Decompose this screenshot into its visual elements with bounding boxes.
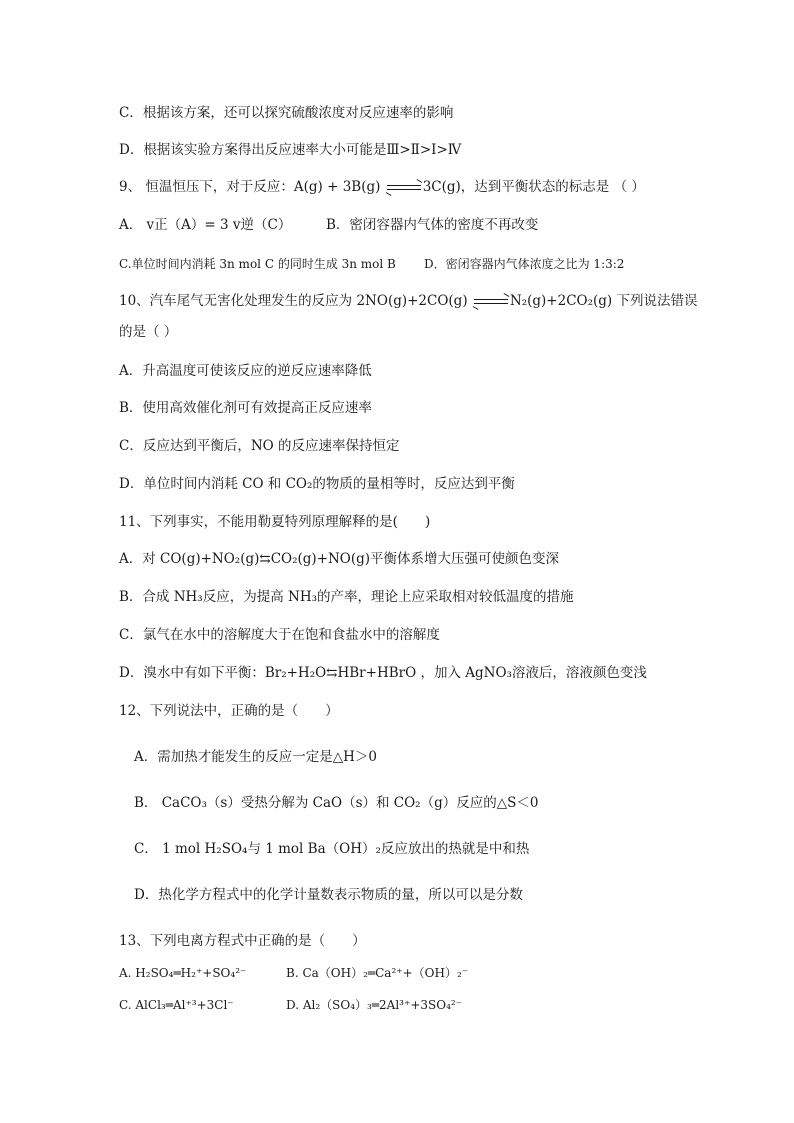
q12-option-d: D．热化学方程式中的化学计量数表示物质的量，所以可以是分数 — [134, 887, 523, 903]
q9-stem — [119, 178, 645, 196]
q9-option-d: D．密闭容器内气体浓度之比为 1:3:2 — [424, 257, 625, 271]
q9-option-a: A． v正（A）= 3 v逆（C） — [119, 217, 292, 233]
q9-option-c: C.单位时间内消耗 3n mol C 的同时生成 3n mol B — [119, 257, 396, 271]
q8-option-c: C．根据该方案，还可以探究硫酸浓度对反应速率的影响 — [119, 105, 454, 121]
reversible-arrow-icon — [387, 183, 421, 193]
q13-option-a: A. H₂SO₄═H₂⁺+SO₄²⁻ — [119, 966, 247, 980]
q8-option-d: D．根据该实验方案得出反应速率大小可能是Ⅲ>Ⅱ>Ⅰ>Ⅳ — [119, 142, 462, 158]
q12-option-c: C． 1 mol H₂SO₄与 1 mol Ba（OH）₂反应放出的热就是中和热 — [134, 841, 530, 857]
q10-stem — [119, 292, 697, 310]
q9-stem-part1: 9、 恒温恒压下，对于反应：A(g) + 3B(g) — [119, 179, 385, 195]
q9-option-b: B．密闭容器内气体的密度不再改变 — [326, 217, 539, 233]
q10-option-d: D．单位时间内消耗 CO 和 CO₂的物质的量相等时，反应达到平衡 — [119, 476, 515, 492]
q13-stem: 13、下列电离方程式中正确的是（ ） — [119, 933, 366, 949]
q13-option-d: D. Al₂（SO₄）₃═2Al³⁺+3SO₄²⁻ — [286, 998, 463, 1012]
q10-stem-part2: N₂(g)+2CO₂(g) 下列说法错误 — [509, 293, 698, 309]
q12-stem: 12、下列说法中，正确的是（ ） — [119, 703, 339, 719]
q12-option-a: A．需加热才能发生的反应一定是△H＞0 — [134, 749, 377, 765]
q10-option-b: B．使用高效催化剂可有效提高正反应速率 — [119, 400, 372, 416]
q11-option-c: C．氯气在水中的溶解度大于在饱和食盐水中的溶解度 — [119, 627, 440, 643]
q11-option-d: D．溴水中有如下平衡：Br₂+H₂O⇆HBr+HBrO ，加入 AgNO₃溶液后，溶液颜色变浅 — [119, 665, 647, 681]
q13-option-b: B. Ca（OH）₂═Ca²⁺+（OH）₂⁻ — [286, 966, 469, 980]
q10-option-c: C．反应达到平衡后，NO 的反应速率保持恒定 — [119, 438, 400, 454]
q11-stem: 11、下列事实，不能用勒夏特列原理解释的是( ) — [119, 514, 431, 530]
q10-stem-part1: 10、汽车尾气无害化处理发生的反应为 2NO(g)+2CO(g) — [119, 293, 472, 309]
q11-option-b: B．合成 NH₃反应，为提高 NH₃的产率，理论上应采取相对较低温度的措施 — [119, 589, 574, 605]
q11-option-a: A．对 CO(g)+NO₂(g)⇆CO₂(g)+NO(g)平衡体系增大压强可使颜色变深 — [119, 551, 560, 567]
q12-option-b: B． CaCO₃（s）受热分解为 CaO（s）和 CO₂（g）反应的△S＜0 — [134, 795, 539, 811]
q9-stem-part2: 3C(g)，达到平衡状态的标志是 （ ） — [422, 179, 645, 195]
reversible-arrow-icon — [474, 297, 508, 307]
q10-stem-continued: 的是（ ） — [119, 324, 178, 340]
q13-option-c: C. AlCl₃═Al⁺³+3Cl⁻ — [119, 998, 234, 1012]
q10-option-a: A．升高温度可使该反应的逆反应速率降低 — [119, 363, 372, 379]
